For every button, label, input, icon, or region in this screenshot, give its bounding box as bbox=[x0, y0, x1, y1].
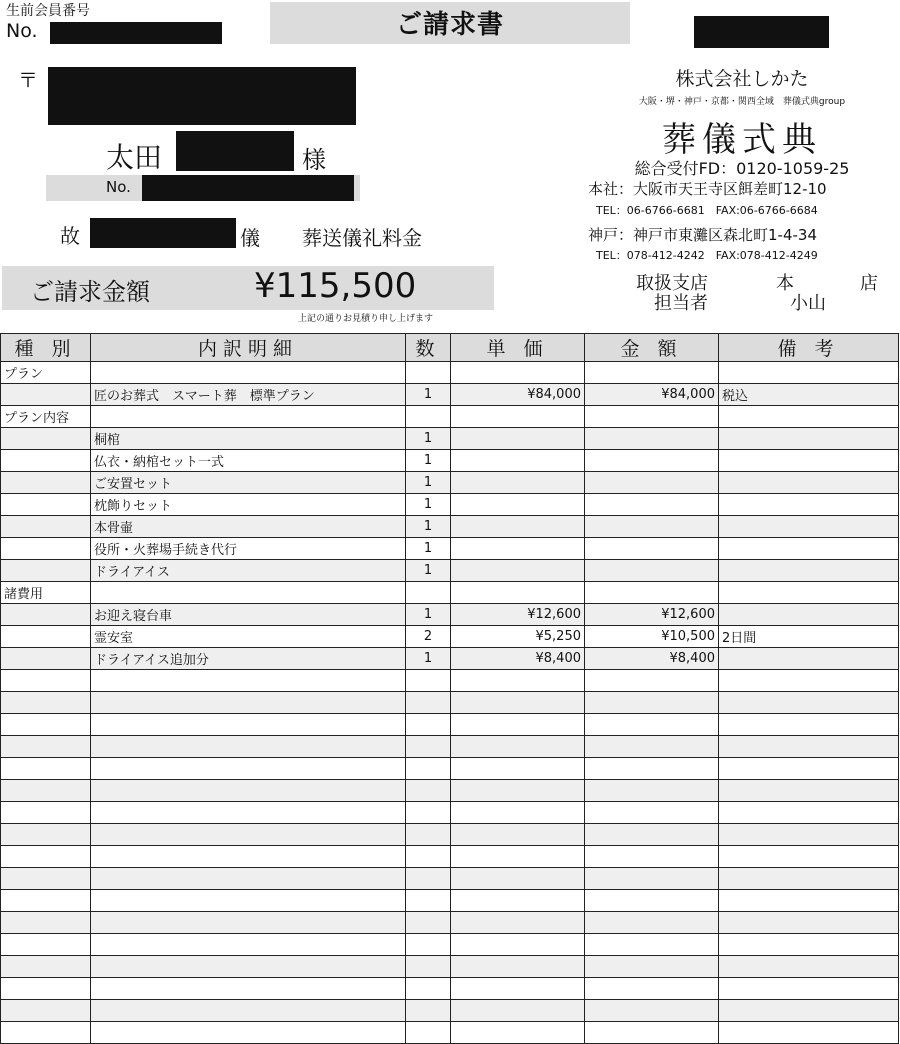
cell-unit-price bbox=[451, 934, 585, 956]
cell-unit-price bbox=[451, 472, 585, 494]
cell-remarks bbox=[719, 1000, 899, 1022]
cell-amount bbox=[585, 846, 719, 868]
cell-remarks bbox=[719, 824, 899, 846]
cell-description bbox=[91, 802, 406, 824]
cell-unit-price bbox=[451, 802, 585, 824]
cell-unit-price bbox=[451, 956, 585, 978]
cell-category bbox=[1, 912, 91, 934]
cell-quantity bbox=[406, 890, 451, 912]
cell-amount bbox=[585, 934, 719, 956]
redacted-address bbox=[48, 67, 356, 125]
company-kobe-address: 神戸：神戸市東灘区森北町1-4-34 bbox=[588, 226, 818, 244]
table-row bbox=[1, 890, 899, 912]
cell-quantity: 1 bbox=[406, 538, 451, 560]
cell-category bbox=[1, 1000, 91, 1022]
table-row bbox=[1, 362, 899, 384]
cell-category bbox=[1, 516, 91, 538]
cell-description: 仏衣・納棺セット一式 bbox=[91, 450, 406, 472]
table-row bbox=[1, 516, 899, 538]
cell-description bbox=[91, 846, 406, 868]
cell-quantity: 1 bbox=[406, 516, 451, 538]
cell-category bbox=[1, 1022, 91, 1044]
company-areas: 大阪・堺・神戸・京都・関西全域 葬儀式典group bbox=[638, 97, 846, 107]
header-amount: 金 額 bbox=[585, 334, 719, 362]
cell-description bbox=[91, 582, 406, 604]
cell-remarks bbox=[719, 758, 899, 780]
table-row bbox=[1, 846, 899, 868]
cell-category bbox=[1, 780, 91, 802]
branch-value-hon: 本 bbox=[776, 273, 794, 294]
cell-unit-price bbox=[451, 758, 585, 780]
table-row bbox=[1, 956, 899, 978]
cell-category bbox=[1, 384, 91, 406]
cell-quantity bbox=[406, 406, 451, 428]
table-row bbox=[1, 1022, 899, 1044]
cell-description: 桐棺 bbox=[91, 428, 406, 450]
table-row bbox=[1, 626, 899, 648]
cell-description: 枕飾りセット bbox=[91, 494, 406, 516]
cell-amount bbox=[585, 868, 719, 890]
cell-category bbox=[1, 560, 91, 582]
cell-unit-price bbox=[451, 516, 585, 538]
cell-amount bbox=[585, 890, 719, 912]
cell-remarks bbox=[719, 428, 899, 450]
staff-name: 小山 bbox=[790, 293, 826, 314]
cell-quantity: 1 bbox=[406, 384, 451, 406]
cell-remarks bbox=[719, 450, 899, 472]
cell-amount: ¥84,000 bbox=[585, 384, 719, 406]
company-name: 株式会社しかた bbox=[675, 68, 809, 90]
table-row bbox=[1, 802, 899, 824]
cell-remarks bbox=[719, 472, 899, 494]
cell-remarks bbox=[719, 494, 899, 516]
table-row bbox=[1, 780, 899, 802]
cell-remarks bbox=[719, 934, 899, 956]
cell-description: 匠のお葬式 スマート葬 標準プラン bbox=[91, 384, 406, 406]
cell-unit-price: ¥84,000 bbox=[451, 384, 585, 406]
cell-unit-price bbox=[451, 846, 585, 868]
table-row bbox=[1, 604, 899, 626]
cell-category bbox=[1, 868, 91, 890]
cell-unit-price bbox=[451, 868, 585, 890]
cell-category: プラン内容 bbox=[1, 406, 91, 428]
cell-unit-price bbox=[451, 692, 585, 714]
cell-description bbox=[91, 868, 406, 890]
invoice-table bbox=[0, 333, 899, 1044]
cell-quantity: 1 bbox=[406, 560, 451, 582]
cell-amount bbox=[585, 1022, 719, 1044]
cell-remarks bbox=[719, 714, 899, 736]
cell-quantity: 2 bbox=[406, 626, 451, 648]
cell-amount bbox=[585, 736, 719, 758]
table-row bbox=[1, 538, 899, 560]
cell-description bbox=[91, 890, 406, 912]
amount-note: 上記の通りお見積り申し上げます bbox=[298, 314, 434, 324]
cell-remarks bbox=[719, 868, 899, 890]
cell-category bbox=[1, 626, 91, 648]
branch-label: 取扱支店 bbox=[636, 273, 708, 294]
redacted-member-number bbox=[50, 22, 222, 44]
amount-label: ご請求金額 bbox=[30, 278, 150, 306]
cell-quantity: 1 bbox=[406, 604, 451, 626]
cell-amount bbox=[585, 824, 719, 846]
company-kobe-tel: TEL：078-412-4242 FAX:078-412-4249 bbox=[596, 249, 818, 262]
cell-remarks bbox=[719, 604, 899, 626]
cell-unit-price: ¥12,600 bbox=[451, 604, 585, 626]
cell-amount bbox=[585, 714, 719, 736]
cell-category bbox=[1, 428, 91, 450]
cell-remarks bbox=[719, 802, 899, 824]
cell-remarks bbox=[719, 538, 899, 560]
cell-remarks bbox=[719, 780, 899, 802]
cell-category bbox=[1, 890, 91, 912]
table-row bbox=[1, 560, 899, 582]
cell-unit-price: ¥8,400 bbox=[451, 648, 585, 670]
cell-quantity bbox=[406, 714, 451, 736]
table-row bbox=[1, 912, 899, 934]
table-header-row bbox=[1, 334, 899, 362]
cell-category bbox=[1, 648, 91, 670]
cell-quantity: 1 bbox=[406, 494, 451, 516]
cell-unit-price bbox=[451, 582, 585, 604]
cell-description: お迎え寝台車 bbox=[91, 604, 406, 626]
cell-unit-price bbox=[451, 406, 585, 428]
cell-amount bbox=[585, 912, 719, 934]
cell-unit-price bbox=[451, 890, 585, 912]
cell-unit-price bbox=[451, 1022, 585, 1044]
deceased-prefix: 故 bbox=[60, 224, 80, 248]
cell-remarks bbox=[719, 736, 899, 758]
redacted-given-name bbox=[176, 131, 294, 171]
cell-category: プラン bbox=[1, 362, 91, 384]
header-unit-price: 単 価 bbox=[451, 334, 585, 362]
header-category: 種 別 bbox=[1, 334, 91, 362]
recipient-family-name: 太田 bbox=[106, 141, 163, 174]
cell-remarks: 税込 bbox=[719, 384, 899, 406]
table-row bbox=[1, 428, 899, 450]
cell-quantity bbox=[406, 362, 451, 384]
cell-quantity bbox=[406, 1022, 451, 1044]
company-hq-tel: TEL：06-6766-6681 FAX:06-6766-6684 bbox=[596, 204, 818, 217]
company-brand: 葬儀式典 bbox=[662, 120, 822, 160]
cell-category bbox=[1, 956, 91, 978]
cell-amount bbox=[585, 582, 719, 604]
cell-quantity bbox=[406, 824, 451, 846]
cell-remarks bbox=[719, 956, 899, 978]
redacted-top-right bbox=[694, 16, 829, 48]
header-quantity: 数 bbox=[406, 334, 451, 362]
cell-amount bbox=[585, 670, 719, 692]
cell-unit-price bbox=[451, 978, 585, 1000]
cell-description bbox=[91, 780, 406, 802]
cell-quantity bbox=[406, 802, 451, 824]
cell-amount bbox=[585, 802, 719, 824]
cell-quantity bbox=[406, 582, 451, 604]
postal-mark: 〒 bbox=[18, 68, 38, 92]
cell-quantity bbox=[406, 934, 451, 956]
cell-quantity bbox=[406, 692, 451, 714]
table-row bbox=[1, 384, 899, 406]
table-row bbox=[1, 1000, 899, 1022]
cell-category bbox=[1, 450, 91, 472]
table-row bbox=[1, 824, 899, 846]
cell-quantity: 1 bbox=[406, 472, 451, 494]
cell-category bbox=[1, 934, 91, 956]
cell-remarks bbox=[719, 670, 899, 692]
cell-category bbox=[1, 802, 91, 824]
cell-remarks bbox=[719, 692, 899, 714]
staff-label: 担当者 bbox=[654, 293, 708, 314]
cell-description: 本骨壷 bbox=[91, 516, 406, 538]
table-row bbox=[1, 450, 899, 472]
cell-unit-price bbox=[451, 560, 585, 582]
cell-unit-price bbox=[451, 780, 585, 802]
cell-description bbox=[91, 1000, 406, 1022]
table-row bbox=[1, 692, 899, 714]
cell-description: ドライアイス bbox=[91, 560, 406, 582]
cell-description: ドライアイス追加分 bbox=[91, 648, 406, 670]
cell-remarks bbox=[719, 648, 899, 670]
company-hq-address: 本社：大阪市天王寺区餌差町12-10 bbox=[588, 180, 827, 198]
cell-description bbox=[91, 692, 406, 714]
amount-value: ¥115,500 bbox=[254, 266, 417, 306]
cell-category bbox=[1, 978, 91, 1000]
cell-unit-price bbox=[451, 494, 585, 516]
cell-quantity bbox=[406, 956, 451, 978]
table-row bbox=[1, 934, 899, 956]
cell-amount bbox=[585, 978, 719, 1000]
table-row bbox=[1, 582, 899, 604]
cell-remarks bbox=[719, 890, 899, 912]
table-row bbox=[1, 670, 899, 692]
cell-quantity bbox=[406, 670, 451, 692]
table-row bbox=[1, 494, 899, 516]
cell-amount bbox=[585, 362, 719, 384]
cell-category bbox=[1, 824, 91, 846]
cell-remarks: 2日間 bbox=[719, 626, 899, 648]
cell-quantity: 1 bbox=[406, 428, 451, 450]
cell-quantity: 1 bbox=[406, 450, 451, 472]
honorific: 様 bbox=[302, 146, 326, 174]
member-number-label: 生前会員番号 bbox=[6, 3, 90, 19]
cell-category bbox=[1, 846, 91, 868]
cell-description bbox=[91, 736, 406, 758]
cell-quantity bbox=[406, 780, 451, 802]
cell-category bbox=[1, 472, 91, 494]
cell-description bbox=[91, 824, 406, 846]
company-freedial: 総合受付FD：0120-1059-25 bbox=[634, 159, 850, 178]
cell-amount: ¥12,600 bbox=[585, 604, 719, 626]
cell-quantity bbox=[406, 978, 451, 1000]
redacted-deceased-name bbox=[90, 218, 236, 248]
cell-category: 諸費用 bbox=[1, 582, 91, 604]
cell-description bbox=[91, 912, 406, 934]
cell-amount bbox=[585, 780, 719, 802]
cell-amount bbox=[585, 758, 719, 780]
funeral-fee-label: 葬送儀礼料金 bbox=[302, 226, 422, 250]
cell-unit-price bbox=[451, 714, 585, 736]
cell-remarks bbox=[719, 560, 899, 582]
cell-remarks bbox=[719, 516, 899, 538]
cell-amount bbox=[585, 1000, 719, 1022]
cell-category bbox=[1, 714, 91, 736]
branch-value-ten: 店 bbox=[860, 273, 878, 294]
cell-amount bbox=[585, 494, 719, 516]
cell-amount bbox=[585, 516, 719, 538]
deceased-suffix: 儀 bbox=[240, 226, 260, 250]
table-row bbox=[1, 406, 899, 428]
cell-unit-price bbox=[451, 912, 585, 934]
cell-category bbox=[1, 758, 91, 780]
cell-category bbox=[1, 736, 91, 758]
cell-amount: ¥8,400 bbox=[585, 648, 719, 670]
cell-amount bbox=[585, 406, 719, 428]
cell-amount bbox=[585, 956, 719, 978]
cell-remarks bbox=[719, 406, 899, 428]
cell-description bbox=[91, 934, 406, 956]
cell-description: 役所・火葬場手続き代行 bbox=[91, 538, 406, 560]
cell-description bbox=[91, 956, 406, 978]
cell-unit-price: ¥5,250 bbox=[451, 626, 585, 648]
cell-unit-price bbox=[451, 1000, 585, 1022]
cell-remarks bbox=[719, 846, 899, 868]
redacted-customer-number bbox=[142, 175, 354, 201]
cell-unit-price bbox=[451, 824, 585, 846]
customer-no-label: No. bbox=[106, 178, 131, 196]
cell-description bbox=[91, 406, 406, 428]
cell-unit-price bbox=[451, 362, 585, 384]
cell-amount bbox=[585, 450, 719, 472]
table-row bbox=[1, 472, 899, 494]
cell-quantity bbox=[406, 846, 451, 868]
cell-category bbox=[1, 604, 91, 626]
header-description: 内訳明細 bbox=[91, 334, 406, 362]
cell-description bbox=[91, 978, 406, 1000]
cell-quantity bbox=[406, 868, 451, 890]
cell-quantity: 1 bbox=[406, 648, 451, 670]
cell-category bbox=[1, 670, 91, 692]
cell-remarks bbox=[719, 362, 899, 384]
cell-remarks bbox=[719, 912, 899, 934]
cell-category bbox=[1, 692, 91, 714]
header-remarks: 備 考 bbox=[719, 334, 899, 362]
cell-quantity bbox=[406, 1000, 451, 1022]
cell-amount bbox=[585, 472, 719, 494]
cell-description bbox=[91, 714, 406, 736]
cell-description bbox=[91, 670, 406, 692]
cell-category bbox=[1, 538, 91, 560]
cell-category bbox=[1, 494, 91, 516]
cell-unit-price bbox=[451, 450, 585, 472]
cell-amount bbox=[585, 560, 719, 582]
cell-unit-price bbox=[451, 428, 585, 450]
document-title: ご請求書 bbox=[395, 10, 504, 40]
cell-remarks bbox=[719, 582, 899, 604]
cell-description bbox=[91, 362, 406, 384]
cell-quantity bbox=[406, 912, 451, 934]
member-no-label: No. bbox=[6, 20, 38, 42]
cell-remarks bbox=[719, 1022, 899, 1044]
cell-quantity bbox=[406, 758, 451, 780]
cell-description bbox=[91, 1022, 406, 1044]
cell-description: ご安置セット bbox=[91, 472, 406, 494]
table-row bbox=[1, 714, 899, 736]
cell-unit-price bbox=[451, 538, 585, 560]
cell-amount bbox=[585, 428, 719, 450]
cell-description: 霊安室 bbox=[91, 626, 406, 648]
cell-remarks bbox=[719, 978, 899, 1000]
table-row bbox=[1, 648, 899, 670]
table-row bbox=[1, 868, 899, 890]
cell-unit-price bbox=[451, 670, 585, 692]
cell-description bbox=[91, 758, 406, 780]
table-row bbox=[1, 978, 899, 1000]
table-row bbox=[1, 736, 899, 758]
cell-quantity bbox=[406, 736, 451, 758]
cell-unit-price bbox=[451, 736, 585, 758]
cell-amount bbox=[585, 538, 719, 560]
table-row bbox=[1, 758, 899, 780]
cell-amount bbox=[585, 692, 719, 714]
cell-amount: ¥10,500 bbox=[585, 626, 719, 648]
